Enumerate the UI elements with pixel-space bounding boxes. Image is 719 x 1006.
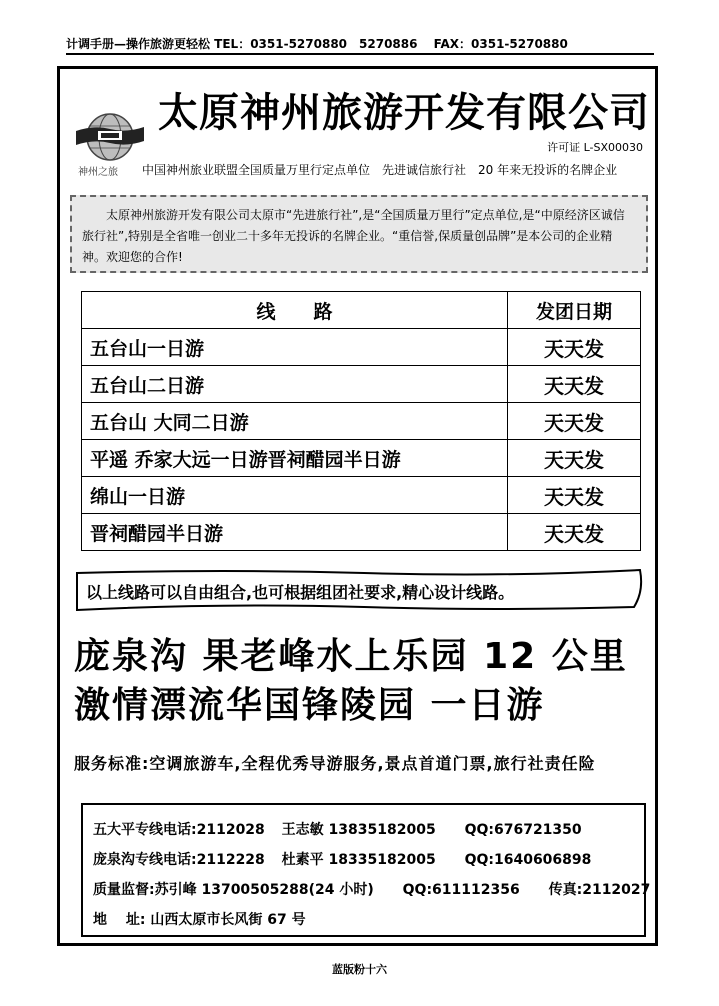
contact-fax: 传真:2112027: [548, 882, 651, 898]
note-text: 以上线路可以自由组合,也可根据组团社要求,精心设计线路。: [86, 583, 515, 602]
route-name: 五台山一日游: [82, 329, 508, 366]
table-row: [82, 366, 641, 403]
page-footer: 蓝版粉十六: [332, 963, 387, 976]
depart-schedule: 天天发: [508, 403, 641, 440]
intro-box: [70, 195, 648, 273]
company-logo: [74, 107, 146, 181]
table-row: [82, 514, 641, 551]
contact-box: [81, 803, 651, 937]
quality-supervisor: 质量监督:苏引峰 13700505288(24 小时): [93, 882, 374, 898]
license-number: 许可证 L-SX00030: [547, 141, 643, 154]
contact-qq: QQ:676721350: [464, 822, 582, 838]
route-table: [81, 291, 641, 551]
intro-text: 太原神州旅游开发有限公司太原市“先进旅行社”,是“全国质量万里行”定点单位,是“中原经济区诚信旅行社”,特别是全省唯一创业二十多年无投诉的名牌企业。“重信誉,保质量创品牌”是本公司的企业精神。欢迎您的合作!: [82, 208, 625, 264]
service-standard: 服务标准:空调旅游车,全程优秀导游服务,景点首道门票,旅行社责任险: [74, 754, 596, 773]
feature-tour-title: 庞泉沟 果老峰水上乐园 12 公里激情漂流华国锋陵园 一日游: [74, 636, 628, 726]
contact-hotline: 五大平专线电话:2112028: [93, 822, 265, 838]
depart-schedule: 天天发: [508, 440, 641, 477]
route-name: 五台山二日游: [82, 366, 508, 403]
table-row: [82, 403, 641, 440]
date-column-header: 发团日期: [508, 292, 641, 329]
logo-caption: 神州之旅: [78, 167, 118, 178]
contact-line: [93, 845, 644, 875]
header-contact-line: 计调手册—操作旅游更轻松 TEL：0351-5270880 5270886 FAX：0351-5270880: [66, 35, 654, 55]
contact-person: 王志敏 13835182005: [281, 822, 436, 838]
table-row: [82, 329, 641, 366]
route-name: 平遥 乔家大远一日游晋祠醋园半日游: [82, 440, 508, 477]
contact-line: [93, 815, 644, 845]
depart-schedule: 天天发: [508, 477, 641, 514]
table-row: [82, 440, 641, 477]
contact-qq: QQ:1640606898: [464, 852, 592, 868]
contact-qq: QQ:611112356: [402, 882, 520, 898]
table-row: [82, 477, 641, 514]
depart-schedule: 天天发: [508, 514, 641, 551]
depart-schedule: 天天发: [508, 329, 641, 366]
contact-hotline: 庞泉沟专线电话:2112228: [93, 852, 265, 868]
route-name: 晋祠醋园半日游: [82, 514, 508, 551]
depart-schedule: 天天发: [508, 366, 641, 403]
address-label: 地 址:: [93, 912, 146, 928]
table-header-row: [82, 292, 641, 329]
company-name: 太原神州旅游开发有限公司: [158, 90, 650, 136]
route-column-header: 线 路: [82, 292, 508, 329]
address-value: 山西太原市长风街 67 号: [150, 912, 306, 928]
route-name: 绵山一日游: [82, 477, 508, 514]
contact-person: 杜素平 18335182005: [281, 852, 436, 868]
contact-line: [93, 875, 651, 905]
contact-line: [93, 905, 644, 935]
note-banner: [74, 567, 644, 613]
page-frame: [57, 66, 658, 946]
company-tagline: 中国神州旅业联盟全国质量万里行定点单位 先进诚信旅行社 20 年来无投诉的名牌企业: [142, 163, 618, 177]
route-name: 五台山 大同二日游: [82, 403, 508, 440]
